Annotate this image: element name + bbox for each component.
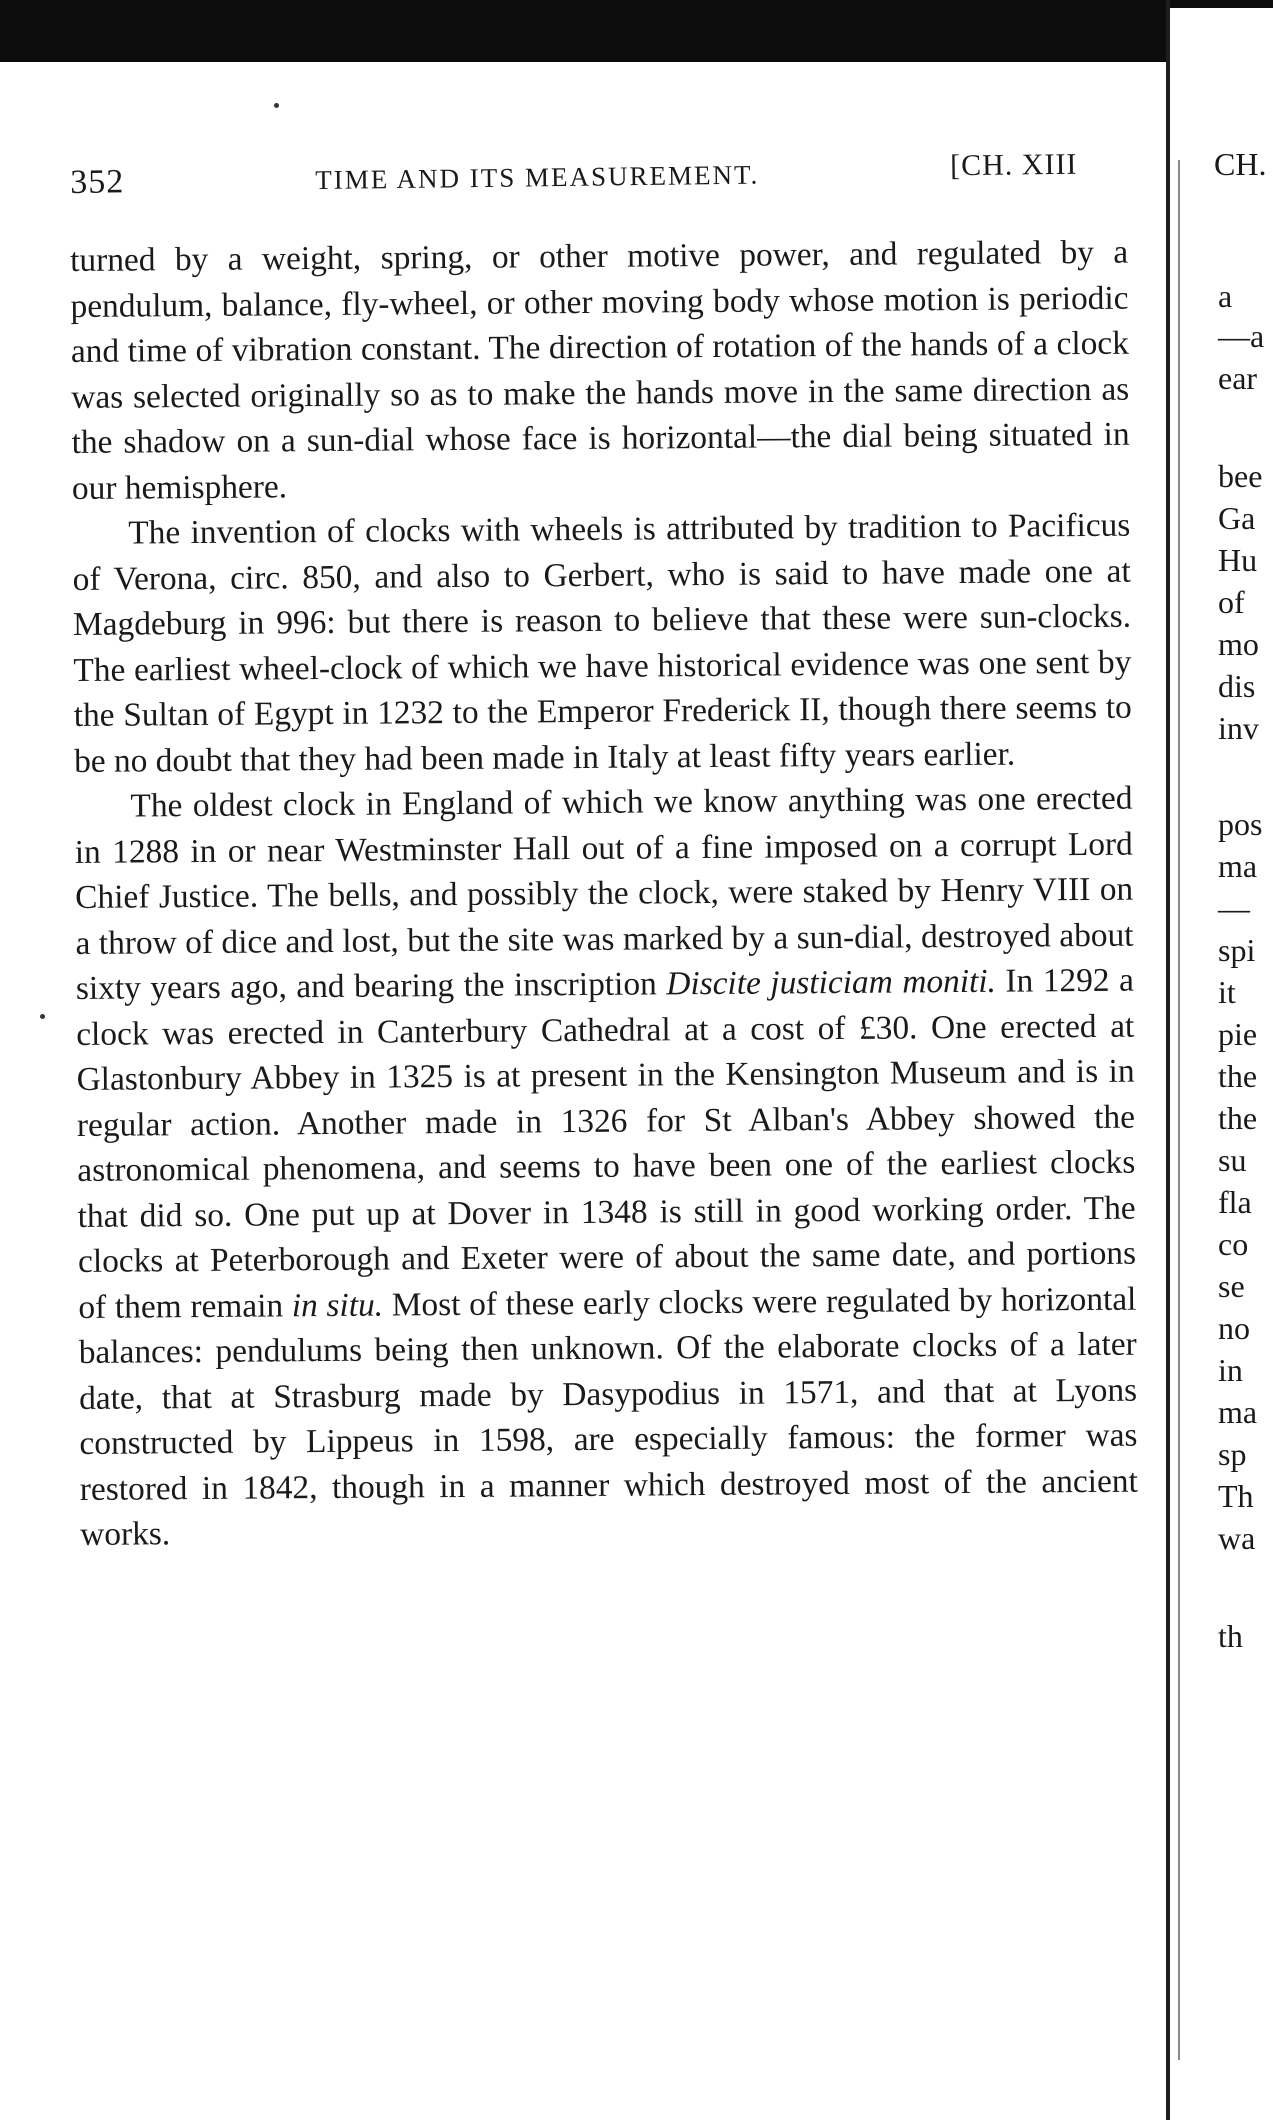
facing-page-line: pos bbox=[1218, 806, 1263, 842]
facing-page-line: se bbox=[1218, 1268, 1245, 1304]
facing-page-line: fla bbox=[1218, 1184, 1252, 1220]
facing-page-line: it bbox=[1218, 974, 1236, 1010]
page-number: 352 bbox=[70, 163, 125, 201]
text-run: The oldest clock in England of which we know anything was one erected in 1288 in or near Westminster Hall out of a fine imposed on a corrupt Lord Chief Justice. The bells, and possibly the clock, were staked by Henry VIII on a throw of dice and lost, but the site was marked by a sun-dial, destroyed about sixty years ago, and bearing the inscription bbox=[74, 779, 1134, 1007]
paragraph bbox=[70, 230, 1130, 511]
chapter-reference: [CH. XIII bbox=[949, 147, 1078, 183]
facing-page-top-band bbox=[1170, 0, 1273, 8]
facing-page-line: a bbox=[1218, 278, 1233, 314]
text-run: Most of these early clocks were regulated by horizontal balances: pendulums being then unknown. Of the elaborate clocks of a later date, that at Strasburg made by Dasypodius in 1571, and that at Lyons constructed by Lippeus in 1598, are especially famous: the former was restored in 1842, though in a manner which destroyed most of the ancient works. bbox=[78, 1280, 1138, 1553]
body-text bbox=[70, 230, 1138, 1558]
facing-page-edge bbox=[1170, 0, 1273, 2120]
facing-page-line: th bbox=[1218, 1618, 1243, 1654]
facing-page-line: wa bbox=[1218, 1520, 1256, 1556]
text-run: In 1292 a clock was erected in Canterbury Cathedral at a cost of £30. One erected at Glastonbury Abbey in 1325 is at present in the Kensington Museum and is in regular action. Another made in 1326 for St Alban's Abbey showed the astronomical phenomena, and seems to have been one of the earliest clocks that did so. One put up at Dover in 1348 is still in good working order. The clocks at Peterborough and Exeter were of about the same date, and portions of them remain bbox=[76, 961, 1137, 1326]
scan-top-band bbox=[0, 0, 1273, 62]
facing-page-line: ma bbox=[1218, 1394, 1258, 1430]
italic-text: Discite justiciam moniti. bbox=[666, 962, 997, 1003]
facing-page-line: Ga bbox=[1218, 500, 1256, 536]
facing-page-line: co bbox=[1218, 1226, 1249, 1262]
paragraph bbox=[74, 776, 1138, 1558]
facing-page-line: CH. bbox=[1214, 146, 1267, 182]
facing-page-line: inv bbox=[1218, 710, 1259, 746]
facing-page-line: dis bbox=[1218, 668, 1256, 704]
facing-page-line: mo bbox=[1218, 626, 1259, 662]
scan-speck bbox=[274, 103, 279, 108]
facing-page-line: su bbox=[1218, 1142, 1247, 1178]
paragraph bbox=[72, 503, 1132, 784]
text-run: The invention of clocks with wheels is attributed by tradition to Pacificus of Verona, circ. 850, and also to Gerbert, who is said to have made one at Magdeburg in 996: but there is reason to believe that these were sun-clocks. The earliest wheel-clock of which we have historical evidence was one sent by the Sultan of Egypt in 1232 to the Emperor Frederick II, though there seems to be no doubt that they had been made in Italy at least fifty years earlier. bbox=[72, 506, 1132, 780]
facing-page-line: Hu bbox=[1218, 542, 1258, 578]
facing-page-line: bee bbox=[1218, 458, 1263, 494]
facing-page-line: sp bbox=[1218, 1436, 1247, 1472]
facing-page-line: ma bbox=[1218, 848, 1258, 884]
facing-page-line: Th bbox=[1218, 1478, 1254, 1514]
facing-page-line: pie bbox=[1218, 1016, 1258, 1052]
scan-speck bbox=[40, 1014, 45, 1019]
facing-page-line: no bbox=[1218, 1310, 1250, 1346]
text-run: turned by a weight, spring, or other motive power, and regulated by a pendulum, balance, fly-wheel, or other moving body whose motion is periodic and time of vibration constant. The direction of rotation of the hands of a clock was selected originally so as to make the hands move in the same direction as the shadow on a sun-dial whose face is horizontal—the dial being situated in our hemisphere. bbox=[70, 233, 1130, 507]
facing-page-line: in bbox=[1218, 1352, 1243, 1388]
facing-page-margin-rule bbox=[1178, 160, 1180, 2060]
facing-page-line: ear bbox=[1218, 360, 1258, 396]
italic-text: in situ. bbox=[291, 1286, 384, 1324]
facing-page-line: spi bbox=[1218, 932, 1256, 968]
facing-page-line: — bbox=[1218, 890, 1250, 926]
facing-page-line: the bbox=[1218, 1100, 1258, 1136]
facing-page-line: —a bbox=[1218, 318, 1265, 354]
facing-page-line: the bbox=[1218, 1058, 1258, 1094]
facing-page-line: of bbox=[1218, 584, 1245, 620]
running-title: TIME AND ITS MEASUREMENT. bbox=[315, 159, 760, 196]
